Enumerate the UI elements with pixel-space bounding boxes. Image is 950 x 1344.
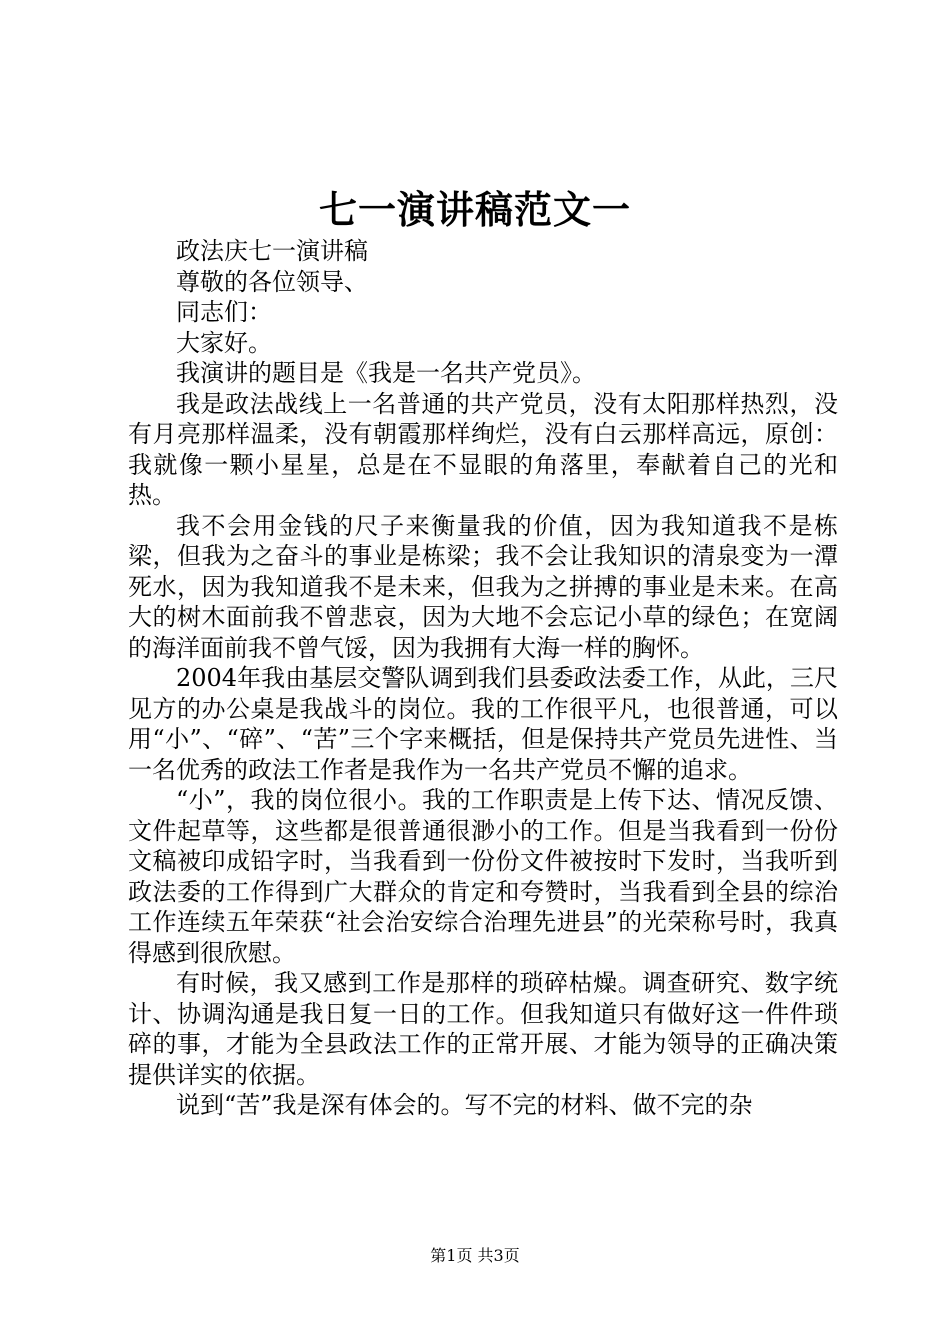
- paragraph: 大家好。: [176, 328, 272, 357]
- document-title: 七一演讲稿范文一: [318, 187, 631, 232]
- paragraph: 有时候，我又感到工作是那样的琐碎枯燥。调查研究、数字统计、协调沟通是我日复一日的工作。但我知道只有做好这一件件琐碎的事，才能为全县政法工作的正常开展、才能为领导的正确决策提供详实的依据。: [128, 969, 838, 1089]
- paragraph: 我是政法战线上一名普通的共产党员，没有太阳那样热烈，没有月亮那样温柔，没有朝霞那样绚烂，没有白云那样高远，原创：我就像一颗小星星，总是在不显眼的角落里，奉献着自己的光和热。: [128, 389, 838, 509]
- document-body: [128, 236, 838, 1121]
- paragraph: 政法庆七一演讲稿: [176, 237, 368, 265]
- paragraph: 尊敬的各位领导、: [176, 267, 368, 296]
- paragraph: 我不会用金钱的尺子来衡量我的价值，因为我知道我不是栋梁，但我为之奋斗的事业是栋梁；我不会让我知识的清泉变为一潭死水，因为我知道我不是未来，但我为之拼搏的事业是未来。在高大的树木面前我不曾悲哀，因为大地不会忘记小草的绿色；在宽阔的海洋面前我不曾气馁，因为我拥有大海一样的胸怀。: [128, 511, 838, 662]
- paragraph: 我演讲的题目是《我是一名共产党员》。: [176, 359, 596, 387]
- paragraph: 说到“苦”我是深有体会的。写不完的材料、做不完的杂: [176, 1091, 753, 1119]
- paragraph: 2004年我由基层交警队调到我们县委政法委工作，从此，三尺见方的办公桌是我战斗的岗位。我的工作很平凡，也很普通，可以用“小”、“碎”、“苦”三个字来概括，但是保持共产党员先进性、当一名优秀的政法工作者是我作为一名共产党员不懈的追求。: [128, 664, 838, 784]
- paragraph: 同志们：: [176, 298, 272, 326]
- paragraph: “小”，我的岗位很小。我的工作职责是上传下达、情况反馈、文件起草等，这些都是很普通很渺小的工作。但是当我看到一份份文稿被印成铅字时，当我看到一份份文件被按时下发时，当我听到政法委的工作得到广大群众的肯定和夸赞时，当我看到全县的综治工作连续五年荣获“社会治安综合治理先进县”的光荣称号时，我真得感到很欣慰。: [128, 786, 838, 967]
- page-number-footer: 第1页 共3页: [430, 1246, 520, 1265]
